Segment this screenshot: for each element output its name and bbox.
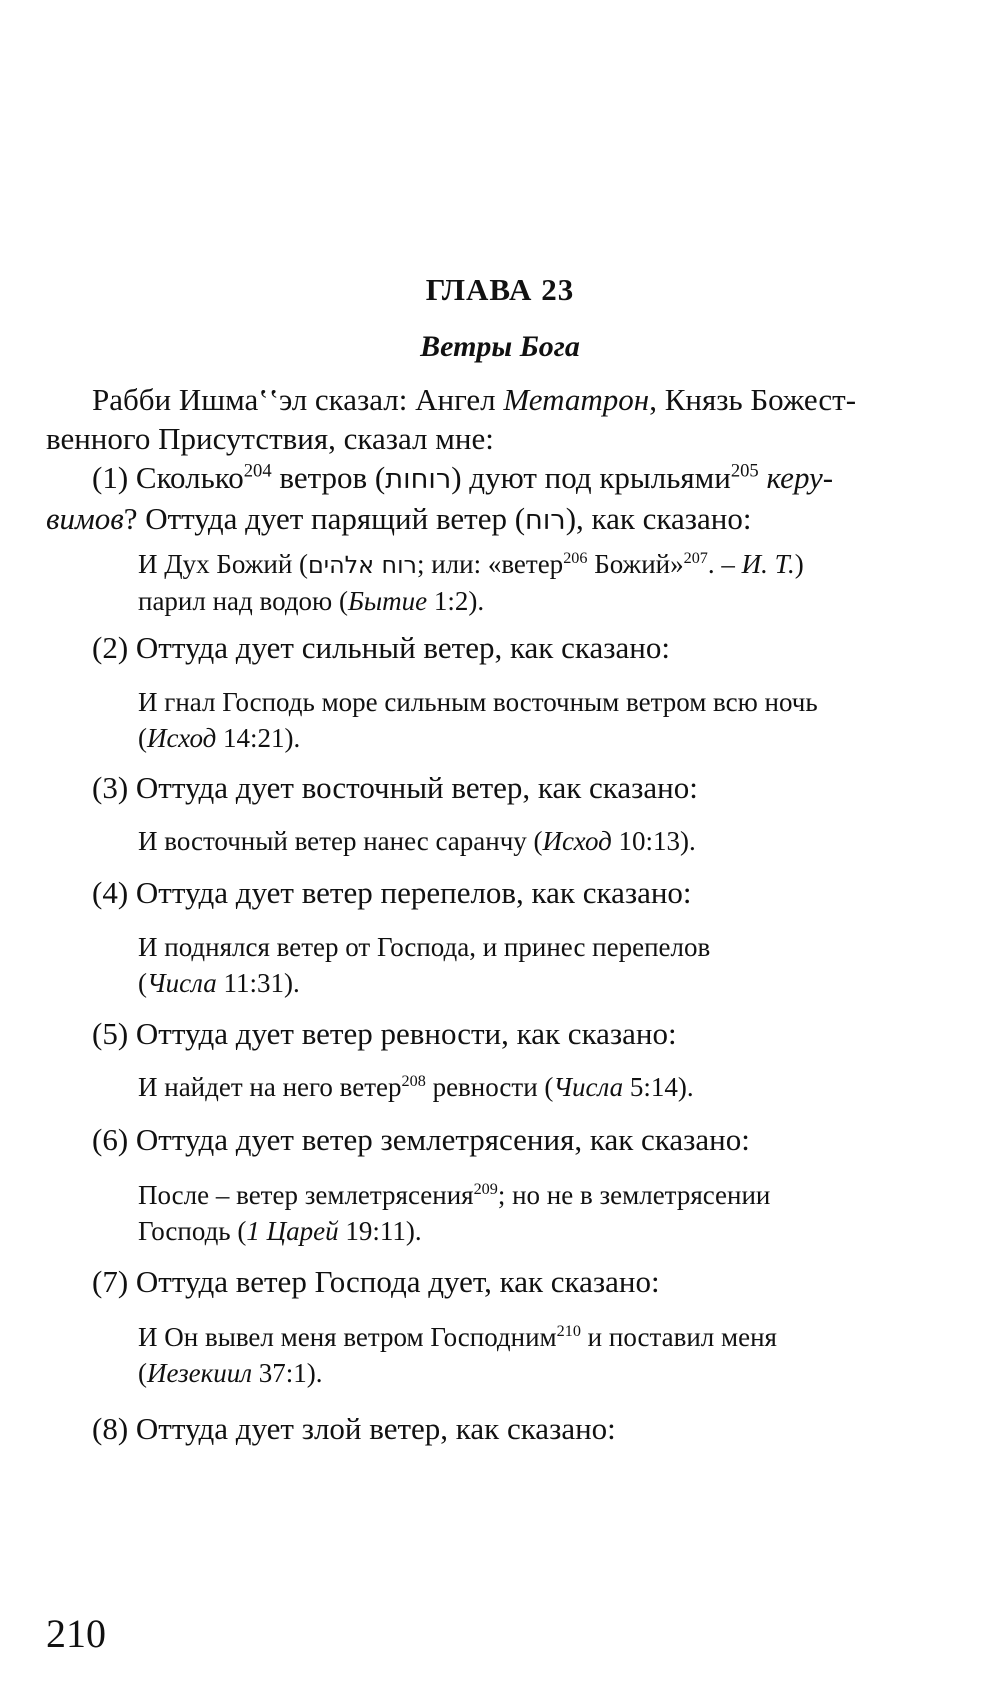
paragraph-7: (7) Оттуда ветер Господа дует, как сказано: <box>92 1264 660 1299</box>
page-number: 210 <box>46 1611 106 1656</box>
paragraph-2: (2) Оттуда дует сильный ветер, как сказано: <box>92 630 670 665</box>
quote-6: После – ветер землетрясения$^{209}$; но не в землетрясении Господь (1 Царей 19:11). <box>138 1180 771 1246</box>
paragraph-3: (3) Оттуда дует восточный ветер, как сказано: <box>92 770 698 805</box>
chapter-title: ГЛАВА 23 <box>425 272 575 307</box>
footnote-206: 206 <box>563 549 588 567</box>
paragraph-6: (6) Оттуда дует ветер землетрясения, как сказано: <box>92 1122 750 1157</box>
footnote-207: 207 <box>683 549 708 567</box>
quote-4: И поднялся ветер от Господа, и принес перепелов (Числа 11:31). <box>138 932 711 998</box>
quote-2: И гнал Господь море сильным восточным ветром всю ночь (Исход 14:21). <box>138 687 818 753</box>
paragraph-4: (4) Оттуда дует ветер перепелов, как сказано: <box>92 875 692 910</box>
intro-paragraph <box>46 380 952 458</box>
paragraph-8: (8) Оттуда дует злой ветер, как сказано: <box>92 1411 616 1446</box>
hebrew-ruah-elohim: רוח אלהים <box>308 551 417 579</box>
quote-3: И восточный ветер нанес саранчу (Исход 10:13). <box>138 826 696 856</box>
paragraph-1 <box>46 458 952 540</box>
paragraph-1-line-1: (1) Сколько$^{204}$ ветров (רוחות) дуют под крыльями$^{205}$ керу- <box>92 460 834 495</box>
paragraph-1-line-2: вимов? Оттуда дует парящий ветер (רוח), как сказано: <box>46 501 752 536</box>
footnote-208: 208 <box>401 1072 426 1090</box>
footnote-205: 205 <box>730 460 759 482</box>
quote-5: И найдет на него ветер$^{208}$ ревности (Числа 5:14). <box>138 1072 694 1102</box>
paragraph-5: (5) Оттуда дует ветер ревности, как сказано: <box>92 1016 677 1051</box>
quote-7: И Он вывел меня ветром Господним$^{210}$ и поставил меня (Иезекиил 37:1). <box>138 1322 777 1388</box>
footnote-209: 209 <box>473 1180 498 1198</box>
footnote-210: 210 <box>556 1322 581 1340</box>
hebrew-ruhot: רוחות <box>385 464 452 495</box>
hebrew-ruah: רוח <box>525 505 566 536</box>
intro-line-2: венного Присутствия, сказал мне: <box>46 421 494 456</box>
chapter-subtitle: Ветры Бога <box>420 330 580 363</box>
quote-1: И Дух Божий (רוח אלהים; или: «ветер$^{206}$ Божий»$^{207}$. – И. Т.) парил над водою (Бытие 1:2). <box>138 549 804 616</box>
footnote-204: 204 <box>243 460 272 482</box>
metatron-name: Метатрон <box>503 382 650 417</box>
intro-line-1: Рабби Ишма‛‛эл сказал: Ангел Метатрон, Князь Божест- <box>92 382 857 417</box>
